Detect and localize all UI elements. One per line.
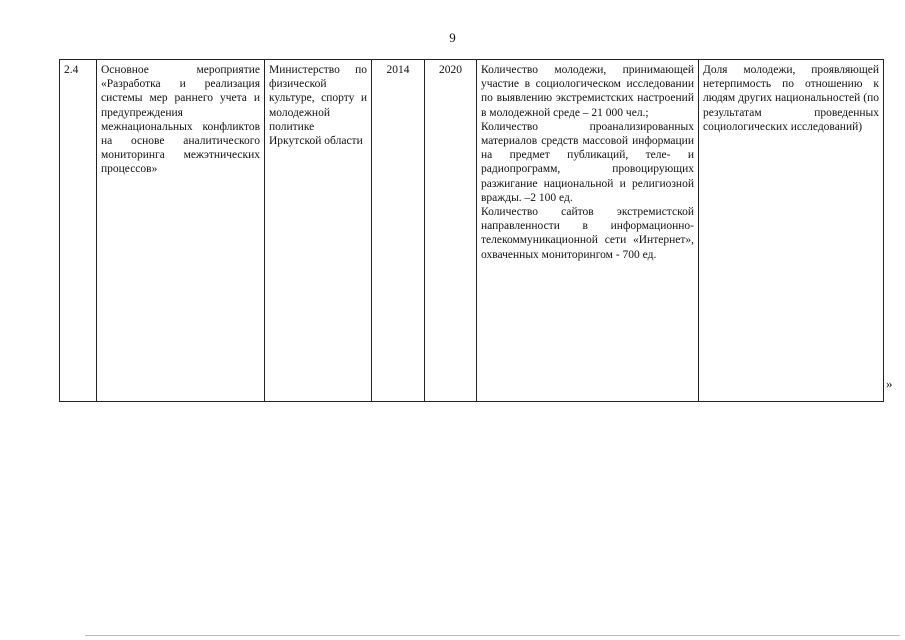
activity-cell: Основное мероприятие «Разработка и реализация системы мер раннего учета и предупреждения межнациональных конфликтов на основе аналитического мониторинга межэтнических процессов» — [97, 60, 265, 402]
start-year-cell: 2014 — [372, 60, 425, 402]
results-cell — [477, 60, 699, 402]
row-index-cell: 2.4 — [60, 60, 97, 402]
result-item: Количество сайтов экстремистской направленности в информационно-телекоммуникационной сети «Интернет», охваченных мониторингом - 700 ед. — [481, 206, 694, 261]
executor-cell: Министерство по физической культуре, спорту и молодежной политике Иркутской области — [265, 60, 372, 402]
table-row — [60, 60, 884, 402]
result-item: Количество проанализированных материалов средств массовой информации на предмет публикаций, теле- и радиопрограмм, провоцирующих разжигание национальной и религиозной вражды. –2 100 ед. — [481, 120, 694, 204]
result-item: Количество молодежи, принимающей участие в социологическом исследовании по выявлению экстремистских настроений в молодежной среде – 21 000 чел.; — [481, 64, 694, 119]
indicator-cell: Доля молодежи, проявляющей нетерпимость по отношению к людям других национальностей (по результатам проведенных социологических исследований) — [699, 60, 884, 402]
program-table — [59, 59, 884, 402]
page-number: 9 — [449, 30, 456, 45]
closing-quote-mark: » — [886, 376, 893, 391]
scan-edge-line — [85, 635, 900, 636]
end-year-cell: 2020 — [425, 60, 477, 402]
